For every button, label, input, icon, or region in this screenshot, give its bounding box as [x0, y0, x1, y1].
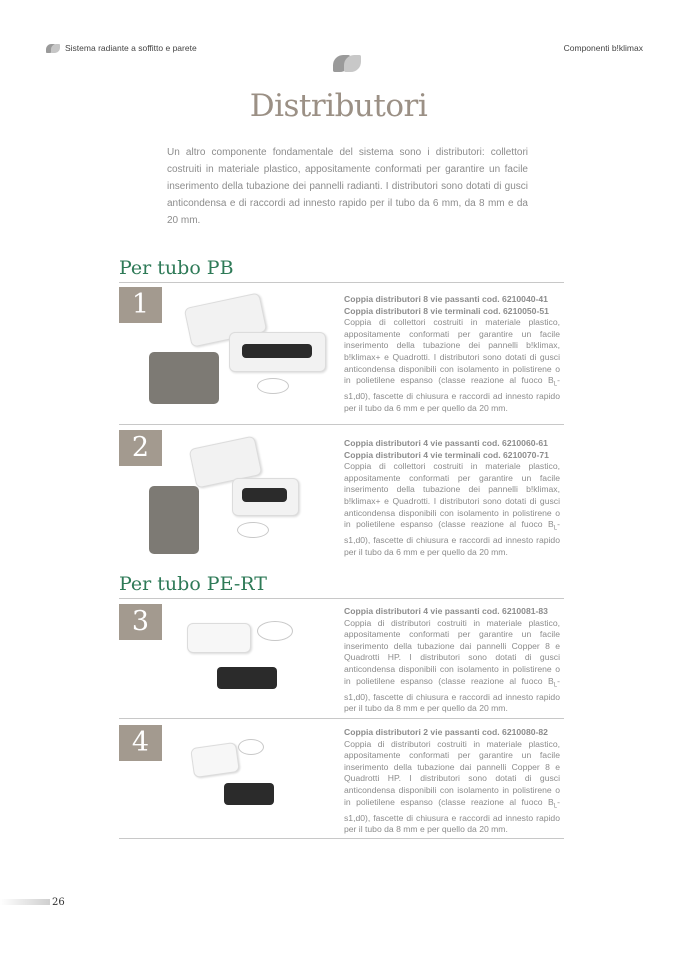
item-subscript: L: [553, 682, 558, 689]
item-subscript: L: [553, 381, 558, 388]
item-text-end: -s1,d0), fascette di chiusura e raccordi ad innesto rapido per il tubo da 8 mm e per quello da 20 mm.: [344, 675, 560, 714]
item-code: Coppia distributori 4 vie terminali cod. 6210070-71: [344, 449, 549, 460]
item-text: Coppia di collettori costruiti in materiale plastico, appositamente conformati per garantire un facile inserimento della tubazione dei pannelli b!klimax, b!klimax+ e Quadrotti. I distributori sono dotati di gusci anticondensa disponibili con isolamento in polistirene o in polietilene espanso (classe reazione al fuoco B: [344, 461, 560, 530]
item-text: Coppia di distributori costruiti in materiale plastico, appositamente conformati per garantire un facile inserimento della tubazione dai pannelli Copper 8 e Quadrotti HP. I distributori sono dotati di gusci anticondensa disponibili con isolamento in polistirene o in polietilene espanso (classe reazione al fuoco B: [344, 738, 560, 807]
item-description: [344, 727, 560, 836]
footer-bar: [0, 899, 50, 905]
header-left: [46, 43, 197, 53]
divider: [119, 424, 564, 425]
item-description: [344, 294, 560, 415]
item-number: 4: [119, 725, 162, 761]
header-right: Componenti b!klimax: [563, 43, 643, 53]
item-code: Coppia distributori 8 vie passanti cod. 6210040-41: [344, 294, 548, 304]
page-number: 26: [52, 897, 65, 908]
item-text-end: -s1,d0), fascette di chiusura e raccordi ad innesto rapido per il tubo da 6 mm e per quello da 20 mm.: [344, 375, 560, 414]
page-title: Distributori: [249, 88, 428, 124]
header-left-text: Sistema radiante a soffitto e parete: [65, 43, 197, 53]
divider: [119, 838, 564, 839]
item-code: Coppia distributori 4 vie passanti cod. 6210060-61: [344, 438, 548, 448]
item-number: 3: [119, 604, 162, 640]
intro-paragraph: Un altro componente fondamentale del sistema sono i distributori: collettori costruiti in materiale plastico, appositamente conformati per garantire un facile inserimento della tubazione dei pannelli radianti. I distributori sono dotati di gusci anticondensa e di raccordi ad innesto rapido per il tubo da 6 mm, da 8 mm e da 20 mm.: [167, 147, 528, 226]
item-code: Coppia distributori 4 vie passanti cod. 6210081-83: [344, 606, 548, 616]
item-subscript: L: [553, 525, 558, 532]
item-text-end: -s1,d0), fascette di chiusura e raccordi ad innesto rapido per il tubo da 6 mm e per quello da 20 mm.: [344, 519, 560, 558]
product-image-pe-rt-4-vie: [185, 617, 300, 702]
product-image-8-vie: [147, 292, 337, 412]
item-text-end: -s1,d0), fascette di chiusura e raccordi ad innesto rapido per il tubo da 8 mm e per quello da 20 mm.: [344, 796, 560, 835]
section-title-pe-rt: Per tubo PE-RT: [119, 573, 267, 595]
item-code: Coppia distributori 8 vie terminali cod. 6210050-51: [344, 305, 549, 316]
section-title-pb: Per tubo PB: [119, 257, 234, 279]
item-number: 2: [119, 430, 162, 466]
item-code: Coppia distributori 2 vie passanti cod. 6210080-82: [344, 727, 548, 737]
item-subscript: L: [553, 803, 558, 810]
product-image-2-vie: [188, 733, 298, 823]
divider: [119, 718, 564, 719]
item-description: [344, 606, 560, 715]
item-number: 1: [119, 287, 162, 323]
divider: [119, 282, 564, 283]
divider: [119, 598, 564, 599]
item-description: [344, 438, 560, 559]
brand-leaf-icon: [333, 55, 363, 73]
product-image-4-vie: [147, 440, 337, 560]
item-text: Coppia di collettori costruiti in materiale plastico, appositamente conformati per garantire un facile inserimento della tubazione dei pannelli b!klimax, b!klimax+ e Quadrotti. I distributori sono dotati di gusci anticondensa disponibili con isolamento in polistirene o in polietilene espanso (classe reazione al fuoco B: [344, 317, 560, 386]
item-text: Coppia di distributori costruiti in materiale plastico, appositamente conformati per garantire un facile inserimento della tubazione dai pannelli Copper 8 e Quadrotti HP. I distributori sono dotati di gusci anticondensa disponibili con isolamento in polistirene o in polietilene espanso (classe reazione al fuoco B: [344, 617, 560, 686]
leaf-logo-icon: [46, 44, 60, 53]
